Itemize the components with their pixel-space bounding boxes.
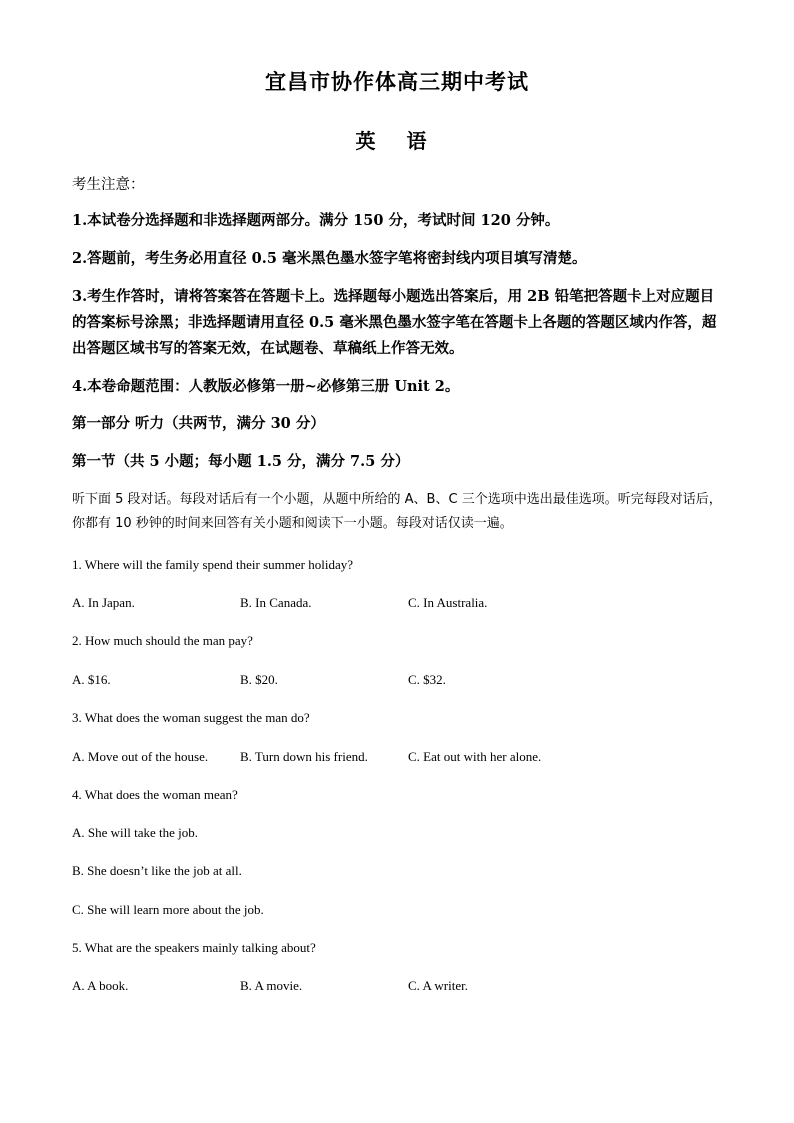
question-4-option-c: C. She will learn more about the job.	[72, 902, 264, 917]
notice-item-3: 3.考生作答时，请将答案答在答题卡上。选择题每小题选出答案后，用 2B 铅笔把答题卡上对应题目的答案标号涂黑；非选择题请用直径 0.5 毫米黑色墨水签字笔在答题卡上各题的答题区域内作答，超出答题区域书写的答案无效，在试题卷、草稿纸上作答无效。	[72, 288, 717, 357]
question-3-stem: 3. What does the woman suggest the man do?	[72, 710, 310, 725]
notice-item-1: 1.本试卷分选择题和非选择题两部分。满分 150 分，考试时间 120 分钟。	[72, 212, 560, 229]
part1-heading: 第一部分 听力（共两节，满分 30 分）	[72, 415, 325, 432]
question-2-stem: 2. How much should the man pay?	[72, 633, 253, 648]
question-4-option-a: A. She will take the job.	[72, 825, 199, 840]
question-2-option-a: A. $16.	[72, 672, 111, 687]
question-4-option-b: B. She doesn’t like the job at all.	[72, 863, 242, 878]
notice-item-2: 2.答题前，考生务必用直径 0.5 毫米黑色墨水签字笔将密封线内项目填写清楚。	[72, 250, 587, 267]
question-3-option-a: A. Move out of the house.	[72, 749, 209, 764]
question-5-option-b: B. A movie.	[240, 978, 303, 993]
question-1-option-a: A. In Japan.	[72, 595, 135, 610]
question-5-option-a: A. A book.	[72, 978, 129, 993]
question-1-stem: 1. Where will the family spend their summer holiday?	[72, 557, 353, 572]
notice-item-4: 4.本卷命题范围：人教版必修第一册~必修第三册 Unit 2。	[72, 378, 460, 395]
question-2-option-b: B. $20.	[240, 672, 278, 687]
notice-heading: 考生注意：	[72, 177, 145, 193]
listening-instructions: 听下面 5 段对话。每段对话后有一个小题，从题中所给的 A、B、C 三个选项中选出最佳选项。听完每段对话后，你都有 10 秒钟的时间来回答有关小题和阅读下一小题。每段对话仅读一遍。	[72, 492, 722, 531]
question-5-stem: 5. What are the speakers mainly talking about?	[72, 940, 316, 955]
question-2-option-c: C. $32.	[408, 672, 446, 687]
exam-title: 宜昌市协作体高三期中考试	[265, 69, 529, 94]
question-1-option-c: C. In Australia.	[408, 595, 488, 610]
question-4-stem: 4. What does the woman mean?	[72, 787, 238, 802]
subject-title: 英 语	[355, 129, 439, 153]
question-3-option-b: B. Turn down his friend.	[240, 749, 368, 764]
question-1-option-b: B. In Canada.	[240, 595, 312, 610]
question-5-option-c: C. A writer.	[408, 978, 468, 993]
question-3-option-c: C. Eat out with her alone.	[408, 749, 542, 764]
section1-heading: 第一节（共 5 小题；每小题 1.5 分，满分 7.5 分）	[72, 453, 410, 470]
